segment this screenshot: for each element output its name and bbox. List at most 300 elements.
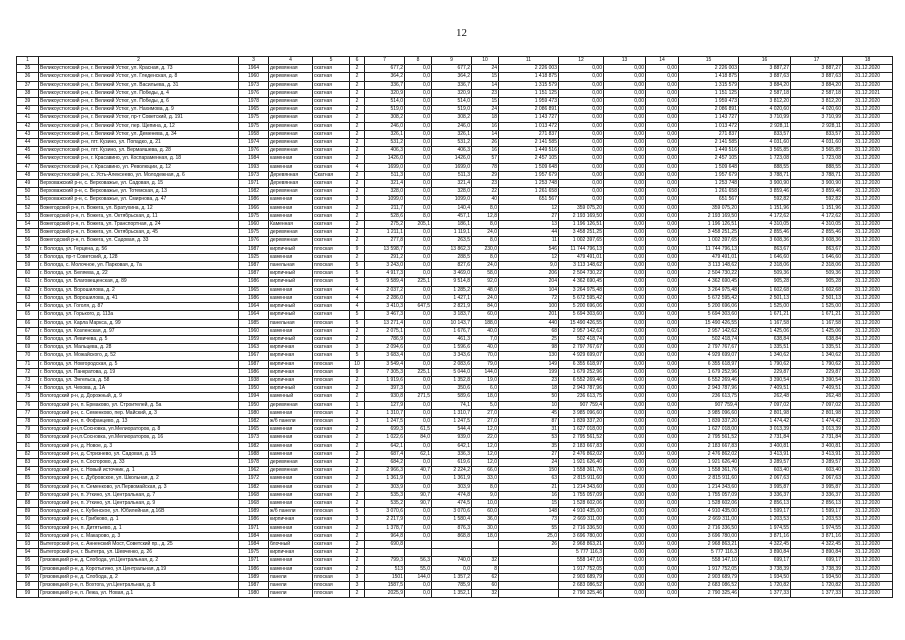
table-cell: 0,00 — [646, 245, 679, 253]
table-cell: 336,7 — [432, 81, 472, 89]
table-cell: 1978 — [239, 98, 269, 106]
table-cell: 2 — [350, 122, 365, 130]
table-cell: 277,8 — [365, 237, 405, 245]
table-cell: 60,0 — [472, 311, 499, 319]
table-cell: 263,5 — [432, 237, 472, 245]
table-cell: 2 797 767,67 — [559, 344, 604, 352]
table-cell: 5 — [350, 270, 365, 278]
table-cell: 199 — [499, 368, 559, 376]
table-row — [17, 163, 893, 171]
table-cell: каменная — [269, 409, 313, 417]
table-cell: 0,0 — [405, 81, 432, 89]
table-row — [17, 98, 893, 106]
table-cell — [499, 582, 559, 590]
table-cell: деревянная — [269, 147, 313, 155]
table-cell: г. Вологда, ул. Энгельса, д. 58 — [39, 376, 239, 384]
table-cell: скатная — [313, 335, 350, 343]
table-cell: 31.12.2020 — [843, 475, 893, 483]
table-cell: 0,00 — [646, 171, 679, 179]
table-row — [17, 188, 893, 196]
table-row — [17, 204, 893, 212]
table-cell: 0,00 — [646, 557, 679, 565]
table-row — [17, 409, 893, 417]
table-cell: 0,0 — [405, 475, 432, 483]
table-cell: 1973 — [239, 434, 269, 442]
table-cell: 1989 — [239, 573, 269, 581]
table-cell: 31.12.2020 — [843, 303, 893, 311]
table-cell: скатная — [313, 524, 350, 532]
table-cell: 92 — [17, 532, 39, 540]
table-cell: 2 — [350, 237, 365, 245]
table-cell: 2 — [350, 540, 365, 548]
table-row — [17, 212, 893, 220]
table-cell: Вытегорский р-н, с. Анненский Мост, Советский пр., д. 25 — [39, 540, 239, 548]
table-cell: Великоустюгский р-н, пгт. Кузино, ул. Попадко, д. 21 — [39, 139, 239, 147]
table-cell: 0,0 — [405, 385, 432, 393]
table-cell: 619,6 — [432, 458, 472, 466]
column-header: 17 — [791, 57, 843, 65]
table-cell: 31.12.2020 — [843, 114, 893, 122]
table-cell: 336,7 — [365, 81, 405, 89]
table-cell: скатная — [313, 467, 350, 475]
table-cell: 1 425,06 — [739, 327, 791, 335]
table-cell: 786,9 — [365, 335, 405, 343]
table-cell: г. Вологда, пр-т Советский, д. 128 — [39, 253, 239, 261]
table-cell: 0,00 — [604, 540, 646, 548]
table-cell: 45 — [17, 147, 39, 155]
table-cell: каменная — [269, 565, 313, 573]
table-cell: 1 247,5 — [365, 417, 405, 425]
table-cell: 0,00 — [559, 147, 604, 155]
table-cell: 0,00 — [604, 385, 646, 393]
table-cell: 4 322,45 — [791, 540, 843, 548]
table-body — [17, 57, 893, 598]
table-cell: каменная — [269, 483, 313, 491]
table-row — [17, 278, 893, 286]
table-cell: 1963 — [239, 344, 269, 352]
table-cell: 3 458 251,25 — [679, 229, 739, 237]
table-cell: Вологодский р-н,п.Сосновка, ул.Мелиораторов, д. 8 — [39, 426, 239, 434]
table-cell: плоская — [313, 360, 350, 368]
table-cell: Великоустюгский р-н, г. Красавино, ул. Революции, д. 12 — [39, 163, 239, 171]
table-cell: 31.12.2020 — [843, 237, 893, 245]
table-cell: 31.12.2020 — [843, 565, 893, 573]
table-cell: скатная — [313, 565, 350, 573]
table-cell: плоская — [313, 262, 350, 270]
table-cell: 97 — [17, 573, 39, 581]
table-cell: 31 — [499, 426, 559, 434]
table-cell: 0,00 — [604, 303, 646, 311]
table-cell: скатная — [313, 434, 350, 442]
table-cell: 31.12.2020 — [843, 540, 893, 548]
table-cell: г. Вологда, ул. Карла Маркса, д. 99 — [39, 319, 239, 327]
table-row — [17, 335, 893, 343]
table-cell: 4 910 435,00 — [679, 508, 739, 516]
table-cell: 87 — [499, 417, 559, 425]
table-cell: 2 — [350, 139, 365, 147]
table-cell: 0,00 — [604, 180, 646, 188]
table-cell: скатная — [313, 344, 350, 352]
table-cell: 1 558 361,76 — [679, 467, 739, 475]
table-cell: 1 361,9 — [432, 475, 472, 483]
table-cell: 0,00 — [604, 458, 646, 466]
table-cell: Грязовецкий р-н, д. Слобода, ул.Центральная, д. 2 — [39, 557, 239, 565]
table-cell: 230,0 — [472, 245, 499, 253]
table-row — [17, 549, 893, 557]
table-cell: 0,00 — [559, 130, 604, 138]
table-cell: 2 — [350, 385, 365, 393]
table-cell: 0,00 — [604, 344, 646, 352]
table-cell: Деревянная — [269, 180, 313, 188]
table-cell: Вожегодский р-н, п. Вожега, ул. Садовая, д. 33 — [39, 237, 239, 245]
table-cell: г. Вологда, ул. Мальцева, д. 28 — [39, 344, 239, 352]
table-cell: 3 113 148,62 — [559, 262, 604, 270]
table-cell: 350,6 — [432, 385, 472, 393]
table-cell: 1986 — [239, 196, 269, 204]
table-cell: скатная — [313, 491, 350, 499]
table-cell: 12,0 — [472, 450, 499, 458]
table-cell: 98 — [499, 344, 559, 352]
table-cell: 0,0 — [405, 147, 432, 155]
table-cell: 0,00 — [604, 262, 646, 270]
table-cell: 1984 — [239, 155, 269, 163]
table-cell: 2 — [350, 130, 365, 138]
table-cell: 0,00 — [604, 245, 646, 253]
table-cell: 603,40 — [739, 467, 791, 475]
table-cell — [365, 549, 405, 557]
table-cell: 3 995,87 — [739, 483, 791, 491]
table-cell: 0,0 — [405, 294, 432, 302]
table-cell: 8,0 — [472, 253, 499, 261]
table-cell: 0,00 — [604, 327, 646, 335]
table-row — [17, 491, 893, 499]
table-cell: 4 020,60 — [791, 106, 843, 114]
table-cell: 4 362 690,45 — [679, 278, 739, 286]
table-cell: 3 788,71 — [791, 171, 843, 179]
table-cell: 3 710,99 — [791, 114, 843, 122]
table-row — [17, 73, 893, 81]
table-cell: скатная — [313, 475, 350, 483]
table-cell: 1964 — [239, 311, 269, 319]
table-cell: панельная — [269, 262, 313, 270]
table-cell: 62,1 — [405, 450, 432, 458]
table-cell: 2 — [350, 212, 365, 220]
table-cell: 907 759,4 — [679, 401, 739, 409]
table-cell: 0,00 — [604, 73, 646, 81]
column-header: 4 — [269, 57, 313, 65]
table-cell: 31.12.2020 — [843, 319, 893, 327]
table-cell: 35 — [499, 442, 559, 450]
column-header: 13 — [604, 57, 646, 65]
page-number: 12 — [456, 27, 467, 39]
table-cell: 0,00 — [559, 163, 604, 171]
table-cell: 35 — [17, 65, 39, 73]
table-cell: 4 — [350, 303, 365, 311]
table-cell: 27 — [499, 450, 559, 458]
table-cell: 0,00 — [604, 139, 646, 147]
table-cell: 0,00 — [646, 540, 679, 548]
table-cell: 24 — [472, 106, 499, 114]
table-cell: 31.12.2020 — [843, 73, 893, 81]
table-cell: 40,0 — [472, 344, 499, 352]
table-cell: 0,0 — [405, 417, 432, 425]
table-row — [17, 565, 893, 573]
table-cell: 72 — [499, 294, 559, 302]
table-cell: Вологодский р-н, п. Сосгорово, д. 33 — [39, 458, 239, 466]
table-cell: 5 694 303,60 — [679, 311, 739, 319]
table-cell: 2 226 003 — [679, 65, 739, 73]
table-cell: 0,00 — [604, 188, 646, 196]
table-cell: 206 — [499, 270, 559, 278]
column-header: 8 — [405, 57, 432, 65]
table-cell: 1 525,00 — [739, 303, 791, 311]
table-cell: 1987 — [239, 245, 269, 253]
table-cell: деревянная — [269, 229, 313, 237]
table-cell: Вологодский р-н, с. Новый источник, д. 1 — [39, 467, 239, 475]
table-cell: 0,00 — [646, 155, 679, 163]
table-cell: 0,00 — [646, 163, 679, 171]
table-row — [17, 442, 893, 450]
table-cell: 3 900,90 — [739, 180, 791, 188]
table-cell: 3 985 096,60 — [679, 409, 739, 417]
table-cell: 65 — [17, 311, 39, 319]
table-cell: 271 837 — [499, 130, 559, 138]
table-cell: 37 — [17, 81, 39, 89]
table-cell: 2 — [350, 458, 365, 466]
table-cell: скатная — [313, 327, 350, 335]
table-cell: 0,0 — [405, 270, 432, 278]
table-cell: 104 — [499, 286, 559, 294]
table-cell: г. Вологда, с. Молочное, ул. Парковая, д. 7а — [39, 262, 239, 270]
table-cell: 509,36 — [739, 270, 791, 278]
table-cell: 246,0 — [365, 122, 405, 130]
table-cell: 4 — [350, 294, 365, 302]
table-cell: 9 514,8 — [432, 278, 472, 286]
table-cell: 1 790,62 — [791, 360, 843, 368]
table-cell: 2 — [350, 434, 365, 442]
table-cell: 0,00 — [646, 147, 679, 155]
table-cell: 0,0 — [405, 508, 432, 516]
table-cell: 1 602,68 — [739, 286, 791, 294]
table-cell: 31.12.2020 — [843, 376, 893, 384]
table-cell: скатная — [313, 393, 350, 401]
table-cell: 8,0 — [472, 237, 499, 245]
table-cell: 2 — [350, 155, 365, 163]
table-cell: 0,00 — [604, 311, 646, 319]
table-cell: 201 — [499, 311, 559, 319]
table-cell — [405, 540, 432, 548]
table-cell: 31.12.2020 — [843, 590, 893, 598]
table-cell: скатная — [313, 65, 350, 73]
table-cell: 3 683,4 — [365, 352, 405, 360]
table-cell: 1 214 343,60 — [679, 483, 739, 491]
table-cell: 833,57 — [791, 130, 843, 138]
table-cell: 0,0 — [405, 360, 432, 368]
table-cell: 3 738,39 — [791, 565, 843, 573]
table-cell: кирпичный — [269, 278, 313, 286]
table-cell: 2 943 787,96 — [559, 385, 604, 393]
table-cell: 3 565,85 — [739, 147, 791, 155]
table-cell: 2 086 891 — [679, 106, 739, 114]
table-cell: 31.12.2020 — [843, 491, 893, 499]
table-row — [17, 450, 893, 458]
table-cell: Вологодский р-н, д. Стризнево, ул. Садовая, д. 15 — [39, 450, 239, 458]
table-cell: 0,00 — [604, 147, 646, 155]
table-cell: 3 264 975,48 — [679, 286, 739, 294]
table-cell: 144,0 — [472, 368, 499, 376]
table-cell: 3 696 780,00 — [679, 532, 739, 540]
table-cell: 1099,0 — [365, 196, 405, 204]
table-cell: 0,0 — [405, 188, 432, 196]
table-cell: 88 — [17, 499, 39, 507]
table-cell: 1 196 126,51 — [679, 221, 739, 229]
table-cell: 0,0 — [405, 139, 432, 147]
table-cell: плоская — [313, 573, 350, 581]
table-cell: 3 467,3 — [365, 311, 405, 319]
table-cell: Верховажский р-н, с. Верховажье, ул. Тотемская, д. 13 — [39, 188, 239, 196]
table-cell: 25 — [499, 335, 559, 343]
table-cell: 31.12.2020 — [843, 409, 893, 417]
table-cell: 3 812,20 — [739, 98, 791, 106]
table-cell: деревянная — [269, 139, 313, 147]
table-cell: ж/б панели — [269, 508, 313, 516]
table-cell: 7 097,02 — [739, 401, 791, 409]
table-cell: Вологодский р-н, с. Грибково, д. 1 — [39, 516, 239, 524]
table-cell: 833,57 — [739, 130, 791, 138]
table-cell: Великоустюгский р-н, пгт. Кузино, ул. Вермаяшева, д. 28 — [39, 147, 239, 155]
table-cell: кирпичный — [269, 335, 313, 343]
table-cell: 651 567 — [499, 196, 559, 204]
table-cell: каменная — [269, 557, 313, 565]
table-cell: 1 151,96 — [791, 204, 843, 212]
table-cell: 1 839 337,20 — [559, 417, 604, 425]
table-cell: 2 968 863,21 — [679, 540, 739, 548]
table-row — [17, 319, 893, 327]
table-cell: 1 679 252,96 — [679, 368, 739, 376]
table-cell: 677,2 — [432, 65, 472, 73]
table-cell: 64 — [17, 303, 39, 311]
table-cell: 73 — [17, 376, 39, 384]
table-cell: 3 013,39 — [791, 426, 843, 434]
table-cell: 3 336,37 — [791, 491, 843, 499]
table-cell: 2 224,2 — [432, 467, 472, 475]
table-cell: 535,3 — [365, 491, 405, 499]
table-cell: 0,00 — [646, 221, 679, 229]
table-cell: 229,87 — [791, 368, 843, 376]
table-row — [17, 147, 893, 155]
column-header: 16 — [739, 57, 791, 65]
table-cell: Вологодский р-н, с. Дубровское, ул. Школьная, д. 2 — [39, 475, 239, 483]
table-cell: 18 — [472, 114, 499, 122]
table-cell: 2 — [350, 467, 365, 475]
table-cell: 7 097,02 — [791, 401, 843, 409]
table-cell: 5 — [350, 508, 365, 516]
table-cell: Вологодский р-н, с. Семенково, пер. Майский, д. 3 — [39, 409, 239, 417]
table-cell: скатная — [313, 253, 350, 261]
table-cell: 36,0 — [472, 516, 499, 524]
table-cell: 0,00 — [646, 409, 679, 417]
table-cell: 336,3 — [432, 450, 472, 458]
table-cell: 863,67 — [791, 245, 843, 253]
table-row — [17, 590, 893, 598]
table-cell: Вологодский р-н,п.Сосновка, ул.Мелиораторов, д. 16 — [39, 434, 239, 442]
table-cell: 0,00 — [646, 360, 679, 368]
table-cell: 964,8 — [365, 532, 405, 540]
table-cell: деревянная — [269, 73, 313, 81]
table-cell: скатная — [313, 516, 350, 524]
table-cell: 326,1 — [432, 130, 472, 138]
table-cell: скатная — [313, 442, 350, 450]
table-cell: 2 183 667,83 — [679, 442, 739, 450]
table-cell: 509,36 — [791, 270, 843, 278]
table-cell: 31.12.2020 — [843, 434, 893, 442]
table-cell: 3 696 780,00 — [559, 532, 604, 540]
table-cell: 54 — [17, 221, 39, 229]
table-cell: 50 — [499, 393, 559, 401]
table-cell: 2 795 561,52 — [679, 434, 739, 442]
table-cell: 57 — [17, 245, 39, 253]
table-cell: 2 — [350, 106, 365, 114]
table-cell: 4 172,62 — [791, 212, 843, 220]
table-cell: 1 425,06 — [791, 327, 843, 335]
table-cell: 9 — [350, 245, 365, 253]
table-cell: 59 — [17, 262, 39, 270]
table-cell: 0,00 — [646, 565, 679, 573]
table-cell: 3 390,54 — [739, 376, 791, 384]
table-cell: каменная — [269, 442, 313, 450]
column-header: 1 — [17, 57, 39, 65]
table-cell: 63 — [499, 475, 559, 483]
table-cell: 0,00 — [604, 483, 646, 491]
table-cell: 1 167,58 — [739, 319, 791, 327]
table-cell: деревянная — [269, 458, 313, 466]
table-cell: 3 — [350, 196, 365, 204]
table-cell: 1974 — [239, 139, 269, 147]
table-cell: 1987 — [239, 582, 269, 590]
table-cell: 46 — [17, 155, 39, 163]
table-cell: 31.12.2020 — [843, 458, 893, 466]
table-cell: 11 744 796,13 — [679, 245, 739, 253]
table-cell: 31.12.2020 — [843, 155, 893, 163]
table-cell: 0,00 — [646, 426, 679, 434]
table-cell: скатная — [313, 122, 350, 130]
table-cell: 8,0 — [472, 483, 499, 491]
table-cell: 0,00 — [559, 180, 604, 188]
table-cell: 888,55 — [739, 163, 791, 171]
table-cell: 6,0 — [472, 385, 499, 393]
table-cell: 1 474,42 — [739, 417, 791, 425]
table-cell: 1925 — [239, 253, 269, 261]
table-cell: 90 — [17, 516, 39, 524]
table-cell: 0,00 — [646, 89, 679, 97]
table-cell: плоская — [313, 582, 350, 590]
table-cell: 0,00 — [559, 98, 604, 106]
table-cell: 0,0 — [405, 155, 432, 163]
table-cell: 592,82 — [791, 196, 843, 204]
table-cell: 53 — [499, 434, 559, 442]
table-cell: кирпичный — [269, 311, 313, 319]
table-cell: 0,0 — [405, 196, 432, 204]
table-cell: 1 921 626,40 — [679, 458, 739, 466]
table-cell: 66,0 — [472, 467, 499, 475]
table-cell: 4 322,45 — [739, 540, 791, 548]
table-cell: 0,00 — [646, 352, 679, 360]
table-cell: 0,00 — [646, 106, 679, 114]
table-cell: 0,00 — [604, 516, 646, 524]
table-cell: каменная — [269, 499, 313, 507]
table-cell: 0,0 — [405, 524, 432, 532]
table-cell: деревянная — [269, 106, 313, 114]
